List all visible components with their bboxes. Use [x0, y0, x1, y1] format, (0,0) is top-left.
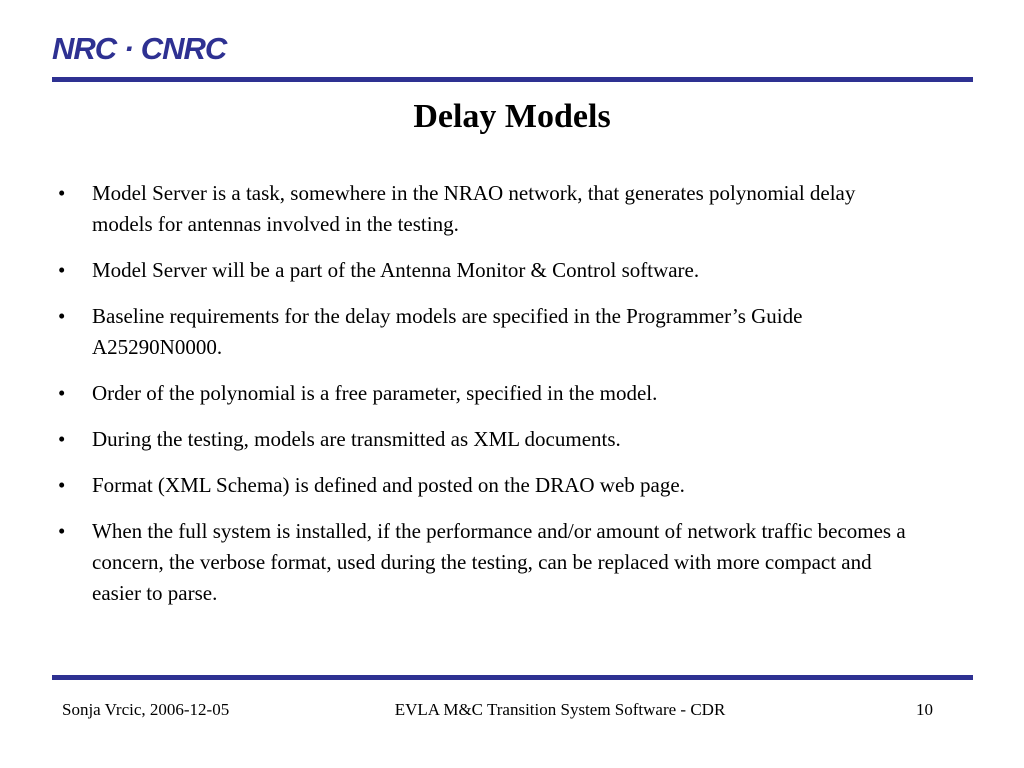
- bullet-item: [58, 301, 918, 363]
- bullet-item: [58, 516, 918, 609]
- nrc-cnrc-logo: NRC · CNRC: [52, 31, 227, 66]
- bullet-marker: •: [58, 473, 66, 497]
- bullet-item: [58, 470, 918, 501]
- bullet-item: [58, 178, 918, 240]
- bullet-text: Baseline requirements for the delay models are specified in the Programmer’s Guide A25290N0000.: [92, 304, 803, 359]
- slide-title: Delay Models: [413, 98, 611, 135]
- bullet-marker: •: [58, 258, 66, 282]
- bullet-marker: •: [58, 381, 66, 405]
- footer-author-date: Sonja Vrcic, 2006-12-05: [62, 700, 230, 719]
- bullet-text: Format (XML Schema) is defined and posted on the DRAO web page.: [92, 473, 685, 497]
- bullet-marker: •: [58, 304, 66, 328]
- bullet-item: [58, 378, 918, 409]
- footer-presentation-title: EVLA M&C Transition System Software - CDR: [394, 700, 726, 719]
- bullet-text: Model Server is a task, somewhere in the NRAO network, that generates polynomial delay models for antennas involved in the testing.: [92, 181, 856, 236]
- bullet-text: When the full system is installed, if the performance and/or amount of network traffic becomes a concern, the verbose format, used during the testing, can be replaced with more compact and easier to parse.: [92, 519, 906, 605]
- bullet-marker: •: [58, 181, 66, 205]
- bullet-marker: •: [58, 427, 66, 451]
- page-number: 10: [916, 700, 933, 719]
- bullet-text: Model Server will be a part of the Antenna Monitor & Control software.: [92, 258, 700, 282]
- bullet-text: During the testing, models are transmitted as XML documents.: [92, 427, 621, 451]
- bullet-list: [58, 178, 918, 624]
- bullet-marker: •: [58, 519, 66, 543]
- footer-divider: [52, 675, 973, 680]
- bullet-item: [58, 424, 918, 455]
- header-divider: [52, 77, 973, 82]
- bullet-item: [58, 255, 918, 286]
- bullet-text: Order of the polynomial is a free parameter, specified in the model.: [92, 381, 658, 405]
